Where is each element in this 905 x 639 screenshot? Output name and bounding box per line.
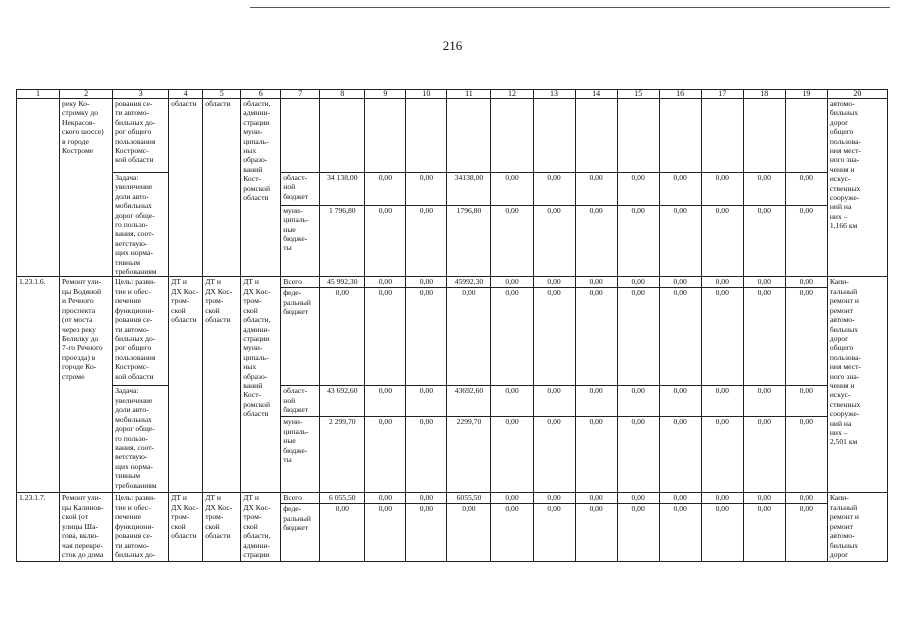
amount-cell: 0,00 xyxy=(491,205,533,277)
col-header: 13 xyxy=(533,90,575,99)
amount-cell: 0,00 xyxy=(617,173,659,206)
amount-cell: 1 796,80 xyxy=(320,205,365,277)
amount-cell: 0,00 xyxy=(743,205,785,277)
amount-cell: 0,00 xyxy=(701,386,743,417)
recipient-cell: ДТ и ДХ Кос- тром- ской области, админи- страции муни- ципаль- ных образо- ваний Кост- ромской области xyxy=(241,277,281,493)
amount-cell: 0,00 xyxy=(365,205,406,277)
col-header: 12 xyxy=(491,90,533,99)
amount-cell: 0,00 xyxy=(785,493,827,504)
task-cell: Задача: увеличение доли авто- мобильных дорог обще- го пользо- вания, соот- ветствую- щих норма- тивным требованиям xyxy=(113,173,169,277)
object-cell: Ремонт ули- цы Водяной и Речного проспекта (от моста через реку Белилку до 7-го Речного проезда) в городе Ко- строме xyxy=(60,277,113,493)
amount-cell: 0,00 xyxy=(491,417,533,493)
amount-cell: 0,00 xyxy=(701,417,743,493)
source-cell: муни- ципаль- ные бюдже- ты xyxy=(281,417,320,493)
result-cell: Капи- тальный ремонт и ремонт автомо- бильных дорог общего пользова- ния мест- ного зна- чения и искус- ственных сооруже- ний на них – 2,501 км xyxy=(827,277,887,493)
amount-cell: 0,00 xyxy=(743,277,785,288)
amount-cell: 0,00 xyxy=(491,386,533,417)
col-header: 1 xyxy=(17,90,60,99)
goal-cell: Цель: разви- тие и обес- печение функциони- рования се- ти автомо- бильных до- xyxy=(113,493,169,562)
amount-cell: 0,00 xyxy=(617,205,659,277)
amount-cell: 6 055,50 xyxy=(320,493,365,504)
amount-cell: 0,00 xyxy=(575,504,617,562)
amount-cell: 0,00 xyxy=(320,504,365,562)
col-header: 7 xyxy=(281,90,320,99)
amount-cell: 0,00 xyxy=(743,504,785,562)
amount-cell: 0,00 xyxy=(701,504,743,562)
source-cell: феде- ральный бюджет xyxy=(281,504,320,562)
amount-cell: 34138,00 xyxy=(447,173,491,206)
amount-cell: 0,00 xyxy=(365,288,406,386)
amount-cell: 0,00 xyxy=(533,277,575,288)
empty-cell xyxy=(617,99,659,173)
amount-cell: 0,00 xyxy=(701,173,743,206)
amount-cell: 0,00 xyxy=(743,288,785,386)
table-row xyxy=(17,173,888,206)
amount-cell: 0,00 xyxy=(743,386,785,417)
amount-cell: 0,00 xyxy=(617,277,659,288)
amount-cell: 43 692,60 xyxy=(320,386,365,417)
amount-cell: 0,00 xyxy=(533,288,575,386)
amount-cell: 0,00 xyxy=(365,493,406,504)
col-header: 20 xyxy=(827,90,887,99)
table-row xyxy=(17,493,888,504)
col-header: 18 xyxy=(743,90,785,99)
empty-cell xyxy=(701,99,743,173)
amount-cell: 0,00 xyxy=(743,493,785,504)
amount-cell: 43692,60 xyxy=(447,386,491,417)
amount-cell: 0,00 xyxy=(406,288,447,386)
col-header: 2 xyxy=(60,90,113,99)
amount-cell: 0,00 xyxy=(617,417,659,493)
amount-cell: 0,00 xyxy=(575,288,617,386)
empty-cell xyxy=(575,99,617,173)
amount-cell: 0,00 xyxy=(659,504,701,562)
empty-cell xyxy=(447,99,491,173)
amount-cell: 0,00 xyxy=(533,173,575,206)
amount-cell: 0,00 xyxy=(365,173,406,206)
empty-cell xyxy=(320,99,365,173)
amount-cell: 0,00 xyxy=(785,386,827,417)
amount-cell: 0,00 xyxy=(785,277,827,288)
amount-cell: 0,00 xyxy=(447,288,491,386)
table-row xyxy=(17,99,888,173)
amount-cell: 0,00 xyxy=(785,173,827,206)
result-cell: автомо- бильных дорог общего пользова- ния мест- ного зна- чения и искус- ственных сооруже- ний на них – 1,166 км xyxy=(827,99,887,277)
col-header: 15 xyxy=(617,90,659,99)
amount-cell: 0,00 xyxy=(320,288,365,386)
program-table xyxy=(16,89,888,562)
amount-cell: 0,00 xyxy=(617,493,659,504)
amount-cell: 0,00 xyxy=(533,493,575,504)
amount-cell: 0,00 xyxy=(406,417,447,493)
amount-cell: 0,00 xyxy=(447,504,491,562)
object-cell: Ремонт ули- цы Калинов- ской (от улицы Ша- гова, вклю- чая перекре- сток до дома xyxy=(60,493,113,562)
amount-cell: 0,00 xyxy=(659,277,701,288)
source-cell: Всего xyxy=(281,493,320,504)
recipient-cell: области, админи- страции муни- ципаль- ных образо- ваний Кост- ромской области xyxy=(241,99,281,277)
amount-cell: 0,00 xyxy=(406,173,447,206)
top-rule xyxy=(250,7,890,8)
amount-cell: 0,00 xyxy=(785,417,827,493)
empty-cell xyxy=(743,99,785,173)
code-cell: 1.23.1.7. xyxy=(17,493,60,562)
empty-cell xyxy=(491,99,533,173)
amount-cell: 0,00 xyxy=(575,173,617,206)
col-header: 8 xyxy=(320,90,365,99)
empty-cell xyxy=(406,99,447,173)
amount-cell: 0,00 xyxy=(659,417,701,493)
amount-cell: 0,00 xyxy=(575,493,617,504)
amount-cell: 0,00 xyxy=(491,277,533,288)
executor-cell: ДТ и ДХ Кос- тром- ской области xyxy=(169,277,203,493)
amount-cell: 0,00 xyxy=(491,493,533,504)
amount-cell: 0,00 xyxy=(785,288,827,386)
col-header: 11 xyxy=(447,90,491,99)
amount-cell: 0,00 xyxy=(617,386,659,417)
amount-cell: 0,00 xyxy=(701,288,743,386)
amount-cell: 0,00 xyxy=(575,277,617,288)
amount-cell: 0,00 xyxy=(785,504,827,562)
amount-cell: 0,00 xyxy=(743,173,785,206)
amount-cell: 45 992,30 xyxy=(320,277,365,288)
object-cell: реку Ко- стромку до Некрасов- ского шоссе) в городе Костроме xyxy=(60,99,113,277)
code-cell: 1.23.1.6. xyxy=(17,277,60,493)
empty-cell xyxy=(659,99,701,173)
amount-cell: 2 299,70 xyxy=(320,417,365,493)
source-cell: муни- ципаль- ные бюдже- ты xyxy=(281,205,320,277)
amount-cell: 0,00 xyxy=(659,205,701,277)
amount-cell: 0,00 xyxy=(406,205,447,277)
amount-cell: 0,00 xyxy=(491,288,533,386)
col-header: 5 xyxy=(203,90,241,99)
executor-cell: ДТ и ДХ Кос- тром- ской области xyxy=(203,277,241,493)
col-header: 10 xyxy=(406,90,447,99)
source-cell: област- ной бюджет xyxy=(281,386,320,417)
empty-cell xyxy=(533,99,575,173)
amount-cell: 1796,80 xyxy=(447,205,491,277)
amount-cell: 0,00 xyxy=(617,288,659,386)
amount-cell: 0,00 xyxy=(406,493,447,504)
result-cell: Капи- тальный ремонт и ремонт автомо- бильных дорог xyxy=(827,493,887,562)
amount-cell: 0,00 xyxy=(659,493,701,504)
amount-cell: 0,00 xyxy=(533,504,575,562)
amount-cell: 0,00 xyxy=(491,504,533,562)
col-header: 9 xyxy=(365,90,406,99)
col-header: 4 xyxy=(169,90,203,99)
amount-cell: 45992,30 xyxy=(447,277,491,288)
executor-cell: ДТ и ДХ Кос- тром- ской области xyxy=(203,493,241,562)
amount-cell: 0,00 xyxy=(365,417,406,493)
page-number: 216 xyxy=(442,38,463,53)
amount-cell: 0,00 xyxy=(743,417,785,493)
col-header: 14 xyxy=(575,90,617,99)
amount-cell: 0,00 xyxy=(701,493,743,504)
amount-cell: 0,00 xyxy=(575,386,617,417)
amount-cell: 0,00 xyxy=(365,504,406,562)
col-header: 16 xyxy=(659,90,701,99)
table-row xyxy=(17,277,888,288)
amount-cell: 0,00 xyxy=(365,277,406,288)
amount-cell: 0,00 xyxy=(701,277,743,288)
source-cell: Всего xyxy=(281,277,320,288)
amount-cell: 2299,70 xyxy=(447,417,491,493)
empty-cell xyxy=(785,99,827,173)
amount-cell: 0,00 xyxy=(701,205,743,277)
amount-cell: 0,00 xyxy=(533,417,575,493)
amount-cell: 0,00 xyxy=(406,277,447,288)
amount-cell: 0,00 xyxy=(533,205,575,277)
amount-cell: 0,00 xyxy=(533,386,575,417)
executor-cell: области xyxy=(169,99,203,277)
code-cell xyxy=(17,99,60,277)
column-number-row xyxy=(17,90,888,99)
empty-cell xyxy=(365,99,406,173)
amount-cell: 0,00 xyxy=(617,504,659,562)
goal-cell: рования се- ти автомо- бильных до- рог общего пользования Костромс- кой области xyxy=(113,99,169,173)
col-header: 19 xyxy=(785,90,827,99)
task-cell: Задача: увеличение доли авто- мобильных дорог обще- го пользо- вания, соот- ветствую- щих норма- тивным требованиям xyxy=(113,386,169,493)
amount-cell: 0,00 xyxy=(406,504,447,562)
empty-cell xyxy=(281,99,320,173)
amount-cell: 0,00 xyxy=(406,386,447,417)
amount-cell: 34 138,00 xyxy=(320,173,365,206)
amount-cell: 0,00 xyxy=(365,386,406,417)
col-header: 6 xyxy=(241,90,281,99)
executor-cell: ДТ и ДХ Кос- тром- ской области xyxy=(169,493,203,562)
executor-cell: области xyxy=(203,99,241,277)
source-cell: феде- ральный бюджет xyxy=(281,288,320,386)
col-header: 17 xyxy=(701,90,743,99)
source-cell: област- ной бюджет xyxy=(281,173,320,206)
amount-cell: 0,00 xyxy=(575,205,617,277)
recipient-cell: ДТ и ДХ Кос- тром- ской области, админи- страции xyxy=(241,493,281,562)
col-header: 3 xyxy=(113,90,169,99)
amount-cell: 0,00 xyxy=(575,417,617,493)
amount-cell: 0,00 xyxy=(491,173,533,206)
goal-cell: Цель: разви- тие и обес- печение функциони- рования се- ти автомо- бильных до- рог общего пользования Костромс- кой области xyxy=(113,277,169,386)
amount-cell: 0,00 xyxy=(659,173,701,206)
amount-cell: 0,00 xyxy=(659,288,701,386)
table-row xyxy=(17,386,888,417)
amount-cell: 0,00 xyxy=(785,205,827,277)
amount-cell: 0,00 xyxy=(659,386,701,417)
amount-cell: 6055,50 xyxy=(447,493,491,504)
